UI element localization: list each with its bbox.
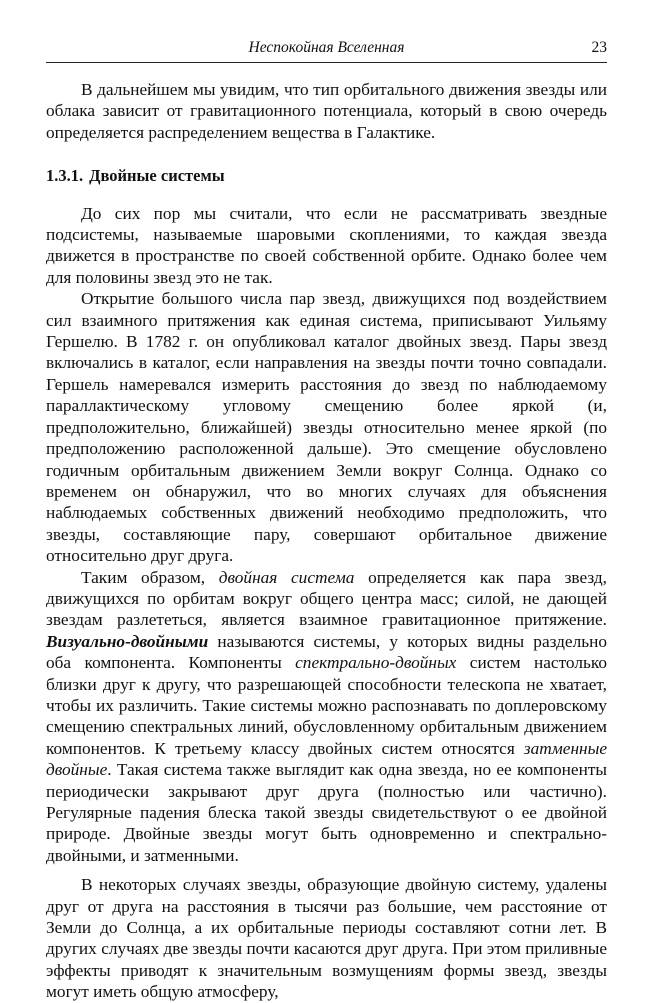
term-visual-binaries: Визуально-двойными <box>46 631 209 651</box>
paragraph-3-text-3: называются системы, у которых видны раздельно оба компонента. Компоненты <box>46 631 607 673</box>
paragraph-3-text-2: определяется как пара звезд, движущихся по орбитам вокруг общего центра масс; силой, не дающей звездам разлететься, является взаимное гравитационное притяжение. <box>46 567 608 630</box>
paragraph-3 <box>46 567 607 867</box>
term-binary-system: двойная система <box>218 567 355 587</box>
paragraph-3-text-1: Таким образом, <box>81 567 219 587</box>
running-head <box>46 36 607 63</box>
term-spectroscopic-binaries: спектрально-двойных <box>295 653 457 673</box>
body-text <box>46 79 607 1003</box>
intro-paragraph: В дальнейшем мы увидим, что тип орбитального движения звезды или облака зависит от гравитационного потенциала, который в свою очередь определяется распределением вещества в Галактике. <box>46 80 607 142</box>
running-head-title: Неспокойная Вселенная <box>248 39 405 56</box>
paragraph-4: В некоторых случаях звезды, образующие двойную систему, удалены друг от друга на расстояния в тысячи раз большие, чем расстояние от Земли до Солнца, а их орбитальные периоды составляют сотни лет. В других случаях две звезды почти касаются друг друга. При этом приливные эффекты приводят к значительным возмущениям формы звезд, звезды могут иметь общую атмосферу, <box>46 875 607 1002</box>
paragraph-3-text-4: систем настолько близки друг к другу, что разрешающей способности телескопа не хватает, чтобы их различить. Такие системы можно распознавать по доплеровскому смещению спектральных линий, обусловленному орбитальным движением компонентов. К третьему классу двойных систем относятся <box>46 653 607 758</box>
page-number: 23 <box>591 39 607 56</box>
book-page <box>46 36 607 1003</box>
paragraph-2: Открытие большого числа пар звезд, движущихся под воздействием сил взаимного притяжения как единая система, приписывают Уильяму Гершелю. В 1782 г. он опубликовал каталог двойных звезд. Пары звезд включались в каталог, если направления на звезды почти точно совпадали. Гершель намеревался измерить расстояния до звезд по наблюдаемому параллактическому угловому смещению более яркой (и, предположительно, ближайшей) звезды относительно менее яркой (по предположению расположенной дальше). Это смещение обусловлено годичным орбитальным движением Земли вокруг Солнца. Однако со временем он обнаружил, что во многих случаях для объяснения наблюдаемых собственных движений необходимо предположить, что звезды, составляющие пару, совершают орбитальное движение относительно друг друга. <box>46 289 607 566</box>
section-title: Двойные системы <box>89 166 225 186</box>
section-heading <box>46 165 607 186</box>
term-eclipsing-binaries: затменные двойные <box>46 738 607 780</box>
paragraph-3-text-5: . Такая система также выглядит как одна звезда, но ее компоненты периодически закрывают друг друга (полностью или частично). Регулярные падения блеска такой звезды свидетельствуют о ее двойной природе. Двойные звезды могут быть одновременно и спектрально-двойными, и затменными. <box>46 760 607 865</box>
section-number: 1.3.1. <box>46 166 84 186</box>
paragraph-1: До сих пор мы считали, что если не рассматривать звездные подсистемы, называемые шаровыми скоплениями, то каждая звезда движется в пространстве по своей собственной орбите. Однако более чем для половины звезд это не так. <box>46 203 607 287</box>
